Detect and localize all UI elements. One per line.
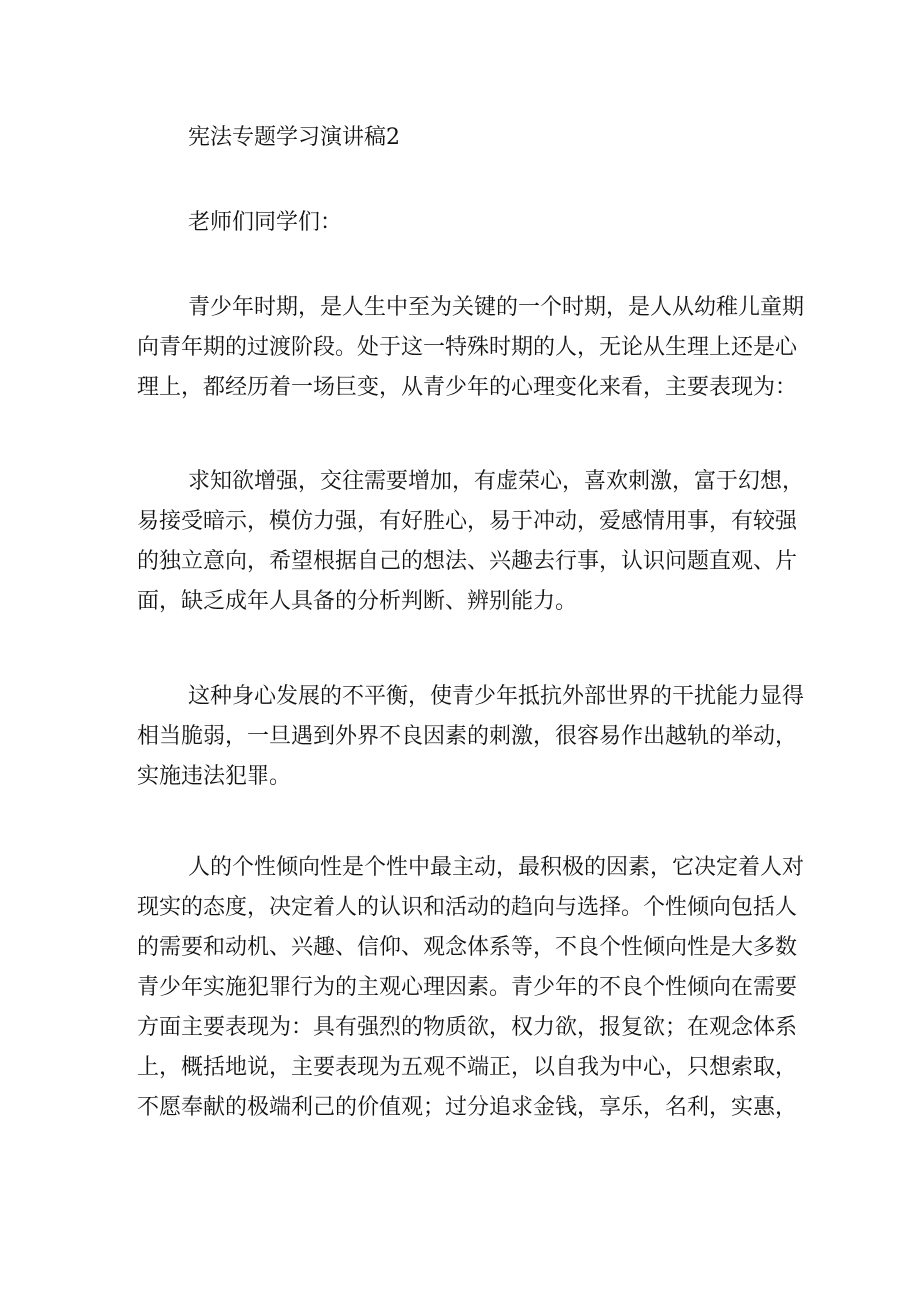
paragraph-line: 向青年期的过渡阶段。处于这一特殊时期的人，无论从生理上还是心 — [137, 335, 798, 360]
paragraph-line: 青少年时期，是人生中至为关键的一个时期，是人从幼稚儿童期 — [188, 295, 805, 320]
paragraph-line: 上，概括地说，主要表现为五观不端正，以自我为中心，只想索取， — [137, 1055, 798, 1080]
paragraph-line: 实施违法犯罪。 — [137, 764, 292, 789]
paragraph-line: 相当脆弱，一旦遇到外界不良因素的刺激，很容易作出越轨的举动， — [137, 724, 798, 749]
paragraph-line: 人的个性倾向性是个性中最主动，最积极的因素，它决定着人对 — [188, 855, 805, 880]
paragraph-line: 的需要和动机、兴趣、信仰、观念体系等，不良个性倾向性是大多数 — [137, 935, 798, 960]
document-title: 宪法专题学习演讲稿2 — [188, 125, 400, 150]
paragraph-line: 的独立意向，希望根据自己的想法、兴趣去行事，认识问题直观、片 — [137, 549, 798, 574]
paragraph-4 — [137, 848, 805, 1128]
paragraph-line: 求知欲增强，交往需要增加，有虚荣心，喜欢刺激，富于幻想， — [188, 469, 805, 494]
paragraph-line: 现实的态度，决定着人的认识和活动的趋向与选择。个性倾向包括人 — [137, 895, 798, 920]
paragraph-2 — [137, 462, 805, 622]
paragraph-line: 理上，都经历着一场巨变，从青少年的心理变化来看，主要表现为： — [137, 375, 798, 400]
paragraph-line: 不愿奉献的极端利己的价值观；过分追求金钱，享乐，名利，实惠， — [137, 1095, 798, 1120]
paragraph-1 — [137, 288, 805, 408]
paragraph-line: 这种身心发展的不平衡，使青少年抵抗外部世界的干扰能力显得 — [188, 684, 805, 709]
paragraph-line: 易接受暗示，模仿力强，有好胜心，易于冲动，爱感情用事，有较强 — [137, 509, 798, 534]
paragraph-line: 方面主要表现为：具有强烈的物质欲，权力欲，报复欲；在观念体系 — [137, 1015, 798, 1040]
paragraph-3 — [137, 677, 805, 797]
paragraph-line: 面，缺乏成年人具备的分析判断、辨别能力。 — [137, 589, 578, 614]
greeting: 老师们同学们： — [188, 210, 343, 235]
paragraph-line: 青少年实施犯罪行为的主观心理因素。青少年的不良个性倾向在需要 — [137, 975, 798, 1000]
